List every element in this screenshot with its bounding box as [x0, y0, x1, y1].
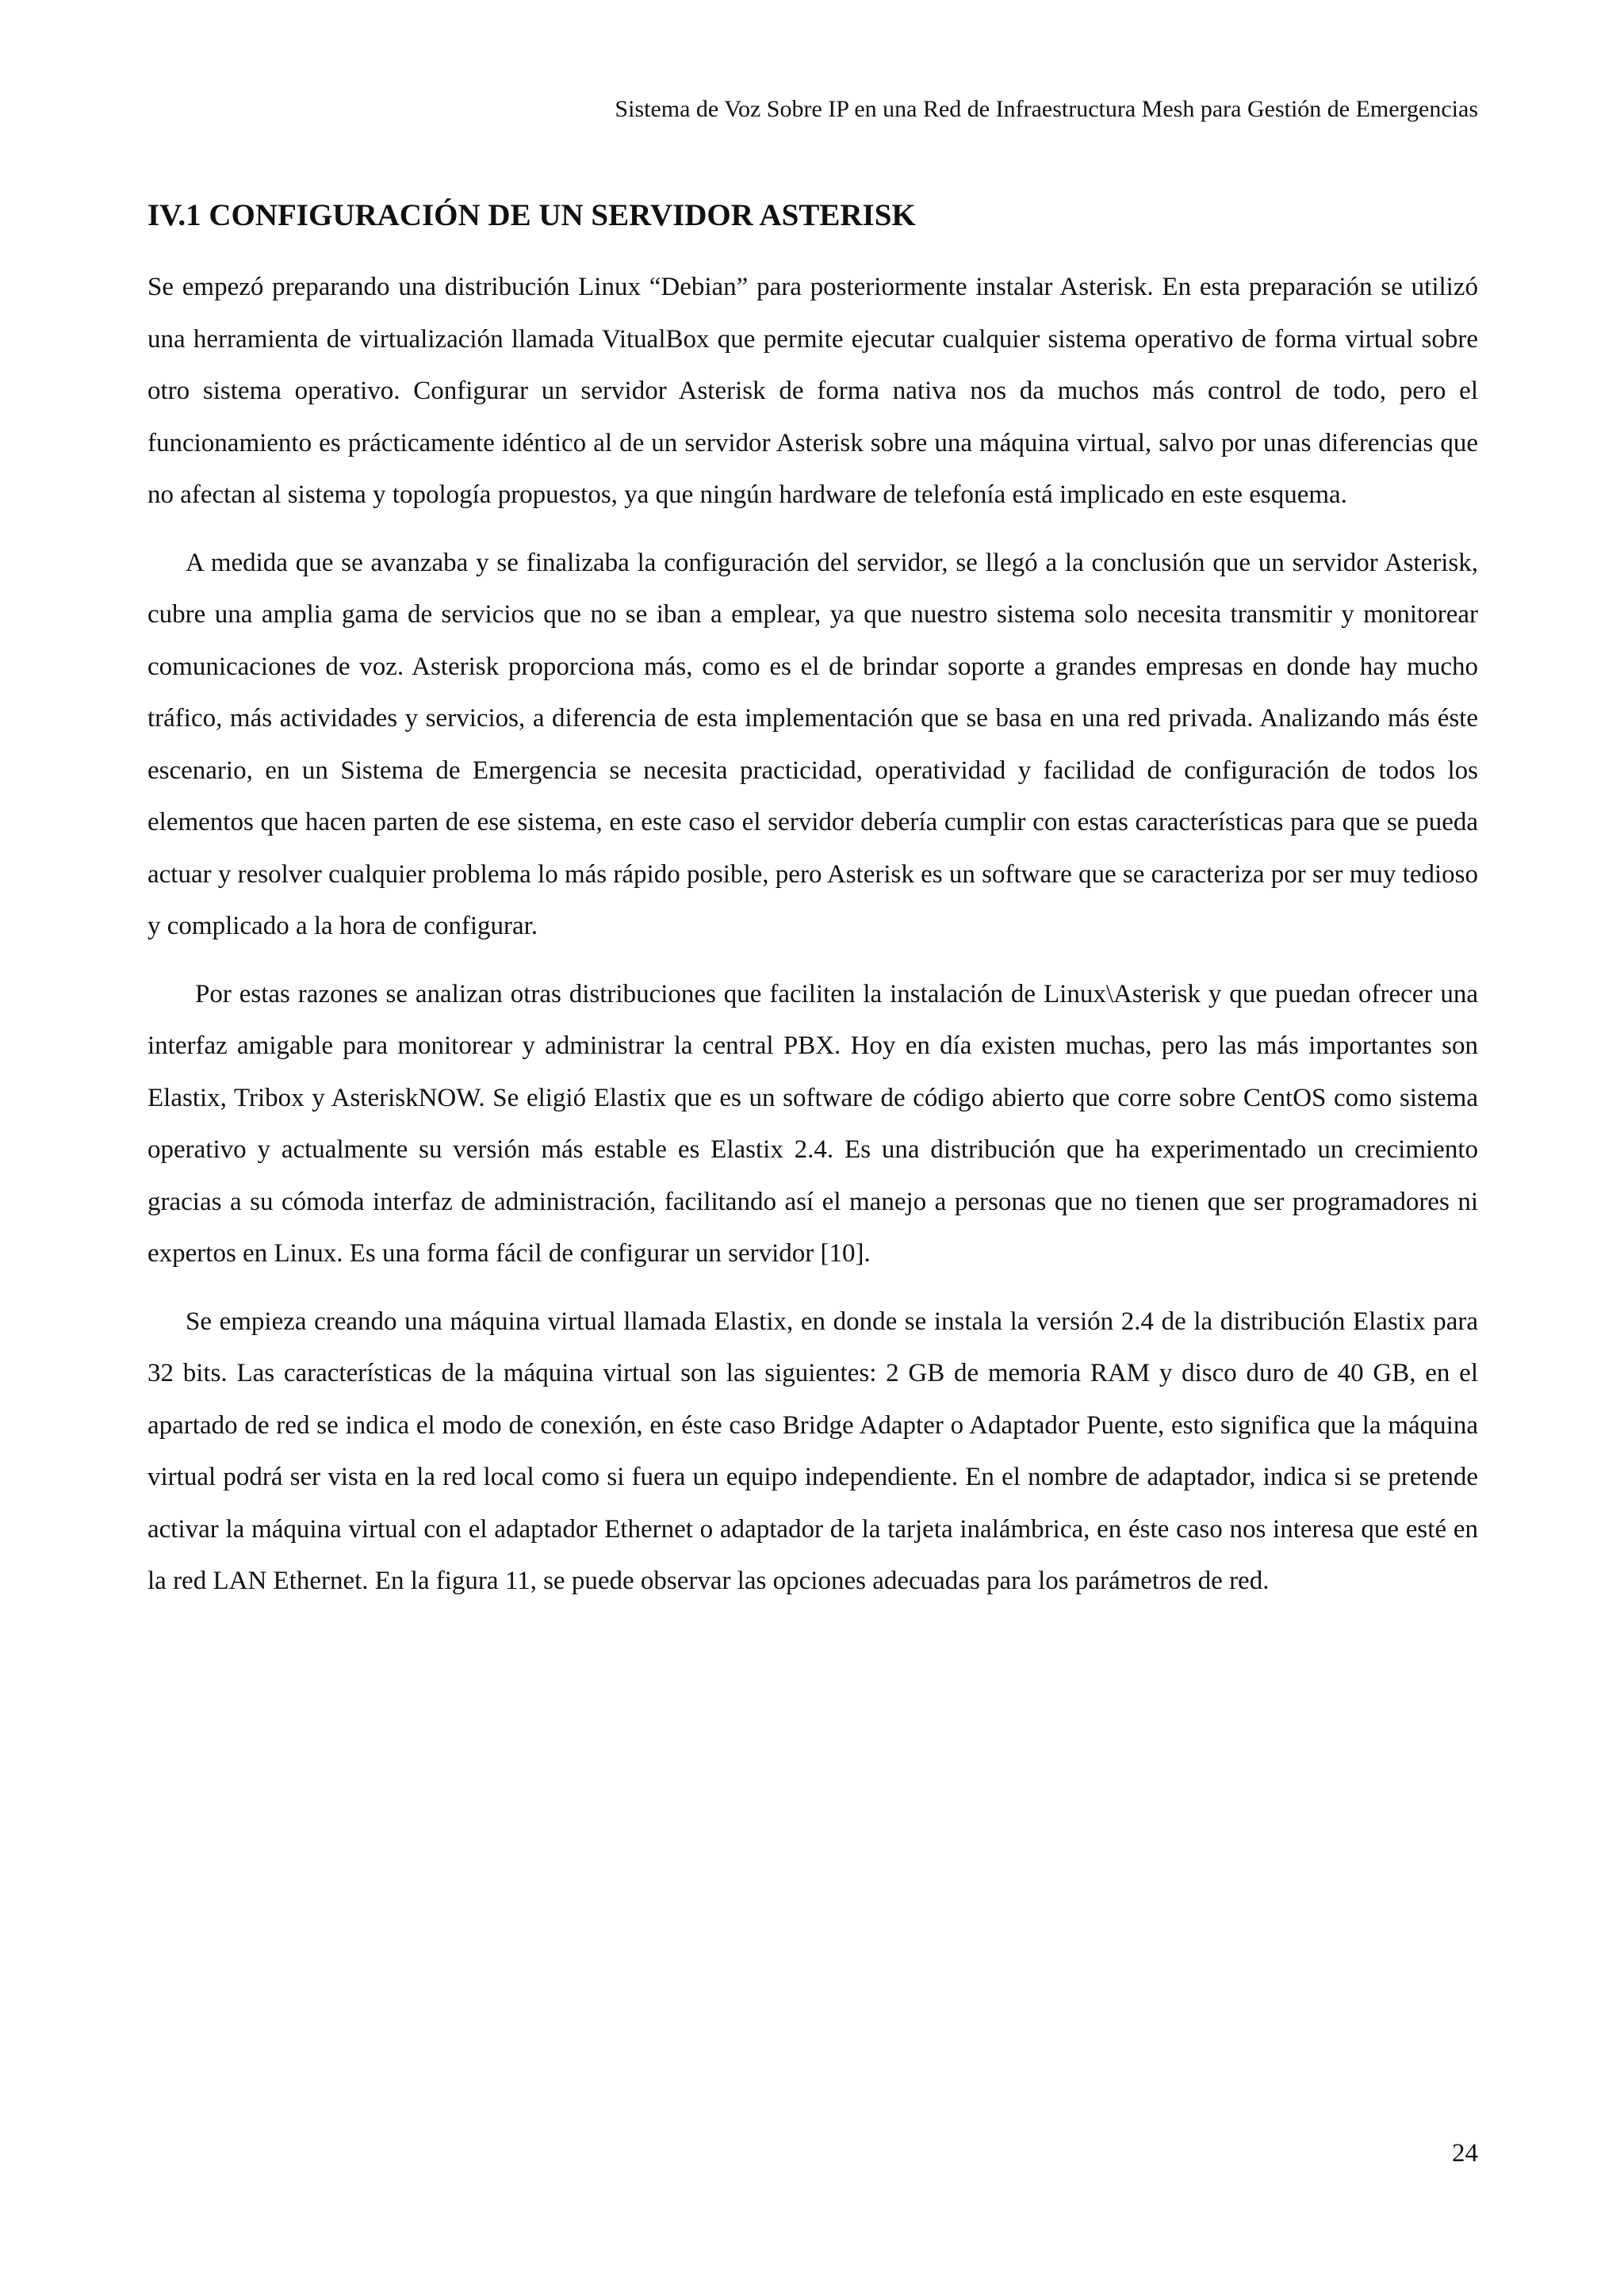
paragraph-intro: Se empezó preparando una distribución Linux “Debian” para posteriormente instalar Asterisk. En esta preparación se utilizó una herramienta de virtualización llamada VitualBox que permite ejecutar cualquier sistema operativo de forma virtual sobre otro sistema operativo. Configurar un servidor Asterisk de forma nativa nos da muchos más control de todo, pero el funcionamiento es prácticamente idéntico al de un servidor Asterisk sobre una máquina virtual, salvo por unas diferencias que no afectan al sistema y topología propuestos, ya que ningún hardware de telefonía está implicado en este esquema.	[147, 273, 1478, 509]
page-number: 24	[1452, 2139, 1478, 2168]
running-header: Sistema de Voz Sobre IP en una Red de Infraestructura Mesh para Gestión de Emergencias	[615, 96, 1478, 122]
paragraph-distributions: Por estas razones se analizan otras distribuciones que faciliten la instalación de Linux\Asterisk y que puedan ofrecer una interfaz amigable para monitorear y administrar la central PBX. Hoy en día existen muchas, pero las más importantes son Elastix, Tribox y AsteriskNOW. Se eligió Elastix que es un software de código abierto que corre sobre CentOS como sistema operativo y actualmente su versión más estable es Elastix 2.4. Es una distribución que ha experimentado un crecimiento gracias a su cómoda interfaz de administración, facilitando así el manejo a personas que no tienen que ser programadores ni expertos en Linux. Es una forma fácil de configurar un servidor [10].	[147, 979, 1478, 1268]
paragraph-asterisk-scope: A medida que se avanzaba y se finalizaba la configuración del servidor, se llegó a la conclusión que un servidor Asterisk, cubre una amplia gama de servicios que no se iban a emplear, ya que nuestro sistema solo necesita transmitir y monitorear comunicaciones de voz. Asterisk proporciona más, como es el de brindar soporte a grandes empresas en donde hay mucho tráfico, más actividades y servicios, a diferencia de esta implementación que se basa en una red privada. Analizando más éste escenario, en un Sistema de Emergencia se necesita practicidad, operatividad y facilidad de configuración de todos los elementos que hacen parten de ese sistema, en este caso el servidor debería cumplir con estas características para que se pueda actuar y resolver cualquier problema lo más rápido posible, pero Asterisk es un software que se caracteriza por ser muy tedioso y complicado a la hora de configurar.	[147, 548, 1478, 940]
paragraph-virtual-machine: Se empieza creando una máquina virtual llamada Elastix, en donde se instala la versión 2.4 de la distribución Elastix para 32 bits. Las características de la máquina virtual son las siguientes: 2 GB de memoria RAM y disco duro de 40 GB, en el apartado de red se indica el modo de conexión, en éste caso Bridge Adapter o Adaptador Puente, esto significa que la máquina virtual podrá ser vista en la red local como si fuera un equipo independiente. En el nombre de adaptador, indica si se pretende activar la máquina virtual con el adaptador Ethernet o adaptador de la tarjeta inalámbrica, en éste caso nos interesa que esté en la red LAN Ethernet. En la figura 11, se puede observar las opciones adecuadas para los parámetros de red.	[147, 1307, 1478, 1595]
section-title: IV.1 CONFIGURACIÓN DE UN SERVIDOR ASTERISK	[147, 198, 916, 232]
body-text	[147, 262, 1478, 1624]
